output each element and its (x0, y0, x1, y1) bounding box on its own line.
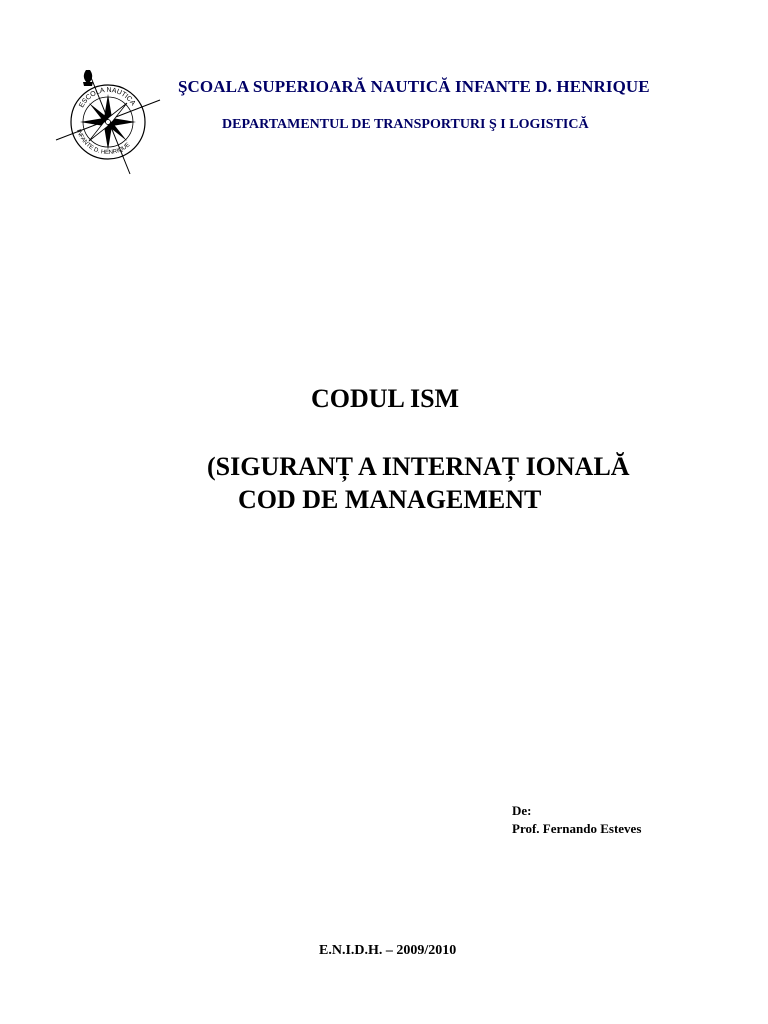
svg-text:INFANTE D. HENRIQUE: INFANTE D. HENRIQUE (75, 128, 132, 157)
school-name: ŞCOALA SUPERIOARĂ NAUTICĂ INFANTE D. HENRIQUE (178, 77, 650, 96)
school-logo (52, 64, 164, 176)
document-subtitle-line-2: COD DE MANAGEMENT (238, 485, 542, 514)
department-name: DEPARTAMENTUL DE TRANSPORTURI Ş I LOGISTICĂ (222, 117, 589, 132)
author-name: Prof. Fernando Esteves (512, 821, 642, 836)
author-label: De: (512, 803, 532, 818)
document-subtitle-line-1: (SIGURANȚ A INTERNAȚ IONALĂ (207, 452, 630, 481)
footer-institution-year: E.N.I.D.H. – 2009/2010 (319, 943, 457, 958)
document-title: CODUL ISM (311, 384, 460, 413)
compass-rose-icon (52, 64, 164, 176)
svg-text:ESCOLA NAUTICA: ESCOLA NAUTICA (78, 86, 137, 110)
